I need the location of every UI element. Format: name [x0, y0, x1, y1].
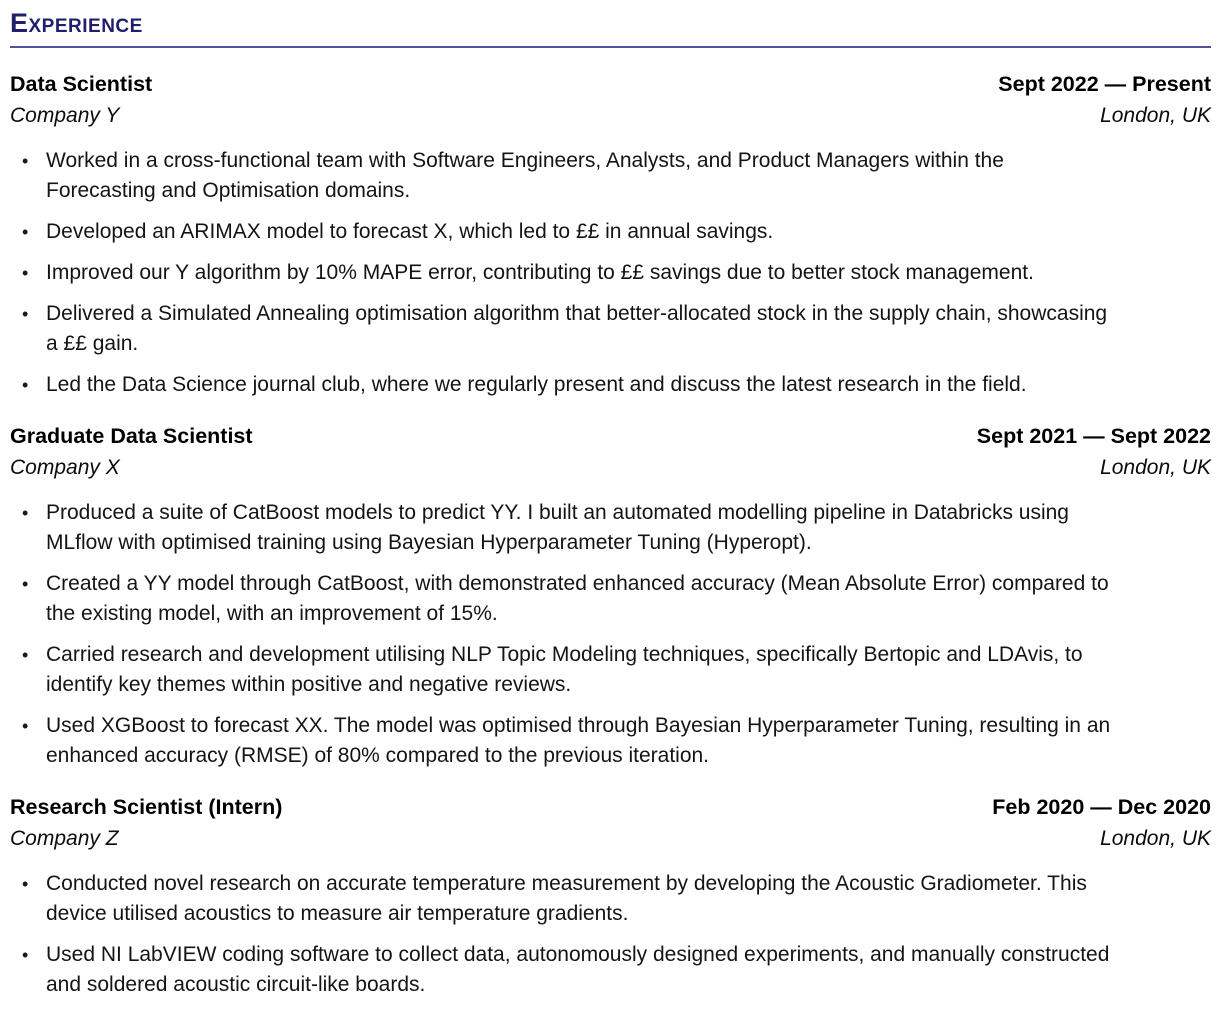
- experience-section: [10, 8, 1211, 1000]
- bullet-item: • Carried research and development utilising NLP Topic Modeling techniques, specifically Bertopic and LDAvis, to identify key themes within positive and negative reviews.: [10, 640, 1112, 700]
- bullet-item: • Produced a suite of CatBoost models to predict YY. I built an automated modelling pipeline in Databricks using MLflow with optimised training using Bayesian Hyperparameter Tuning (Hyperopt).: [10, 498, 1112, 558]
- resume-page: [10, 8, 1211, 1000]
- job-entry: [10, 421, 1211, 771]
- job-subheader-row: [10, 100, 1211, 131]
- bullet-item: • Conducted novel research on accurate temperature measurement by developing the Acoustic Gradiometer. This device utilised acoustics to measure air temperature gradients.: [10, 869, 1112, 929]
- job-dates: Sept 2021 — Sept 2022: [976, 424, 1211, 449]
- bullet-item: • Created a YY model through CatBoost, with demonstrated enhanced accuracy (Mean Absolute Error) compared to the existing model, with an improvement of 15%.: [10, 569, 1112, 629]
- job-title: Data Scientist: [10, 72, 153, 97]
- job-subheader-row: [10, 823, 1211, 854]
- job-header-row: [10, 792, 1211, 823]
- job-header-row: [10, 69, 1211, 100]
- job-location: London, UK: [1100, 104, 1211, 128]
- job-location: London, UK: [1100, 456, 1211, 480]
- job-header-row: [10, 421, 1211, 452]
- bullet-item: • Led the Data Science journal club, where we regularly present and discuss the latest research in the field.: [10, 370, 1112, 400]
- job-entry: [10, 69, 1211, 400]
- section-divider: [10, 46, 1211, 48]
- job-location: London, UK: [1100, 827, 1211, 851]
- job-title: Graduate Data Scientist: [10, 424, 253, 449]
- jobs: [10, 69, 1211, 1000]
- bullet-item: • Worked in a cross-functional team with Software Engineers, Analysts, and Product Managers within the Forecasting and Optimisation domains.: [10, 146, 1112, 206]
- bullet-item: • Used NI LabVIEW coding software to collect data, autonomously designed experiments, and manually constructed and soldered acoustic circuit-like boards.: [10, 940, 1112, 1000]
- job-company: Company Z: [10, 827, 119, 851]
- bullet-item: • Developed an ARIMAX model to forecast X, which led to ££ in annual savings.: [10, 217, 1112, 247]
- bullet-item: • Used XGBoost to forecast XX. The model was optimised through Bayesian Hyperparameter Tuning, resulting in an enhanced accuracy (RMSE) of 80% compared to the previous iteration.: [10, 711, 1112, 771]
- job-bullet-list: [10, 498, 1211, 771]
- bullet-item: • Delivered a Simulated Annealing optimisation algorithm that better-allocated stock in the supply chain, showcasing a ££ gain.: [10, 299, 1112, 359]
- bullet-item: • Improved our Y algorithm by 10% MAPE error, contributing to ££ savings due to better stock management.: [10, 258, 1112, 288]
- job-subheader-row: [10, 452, 1211, 483]
- job-company: Company X: [10, 456, 120, 480]
- job-title: Research Scientist (Intern): [10, 795, 283, 820]
- job-dates: Sept 2022 — Present: [998, 72, 1211, 97]
- job-dates: Feb 2020 — Dec 2020: [992, 795, 1211, 820]
- job-company: Company Y: [10, 104, 120, 128]
- job-bullet-list: [10, 869, 1211, 1000]
- job-bullet-list: [10, 146, 1211, 400]
- section-title: Experience: [10, 8, 143, 38]
- job-entry: [10, 792, 1211, 1000]
